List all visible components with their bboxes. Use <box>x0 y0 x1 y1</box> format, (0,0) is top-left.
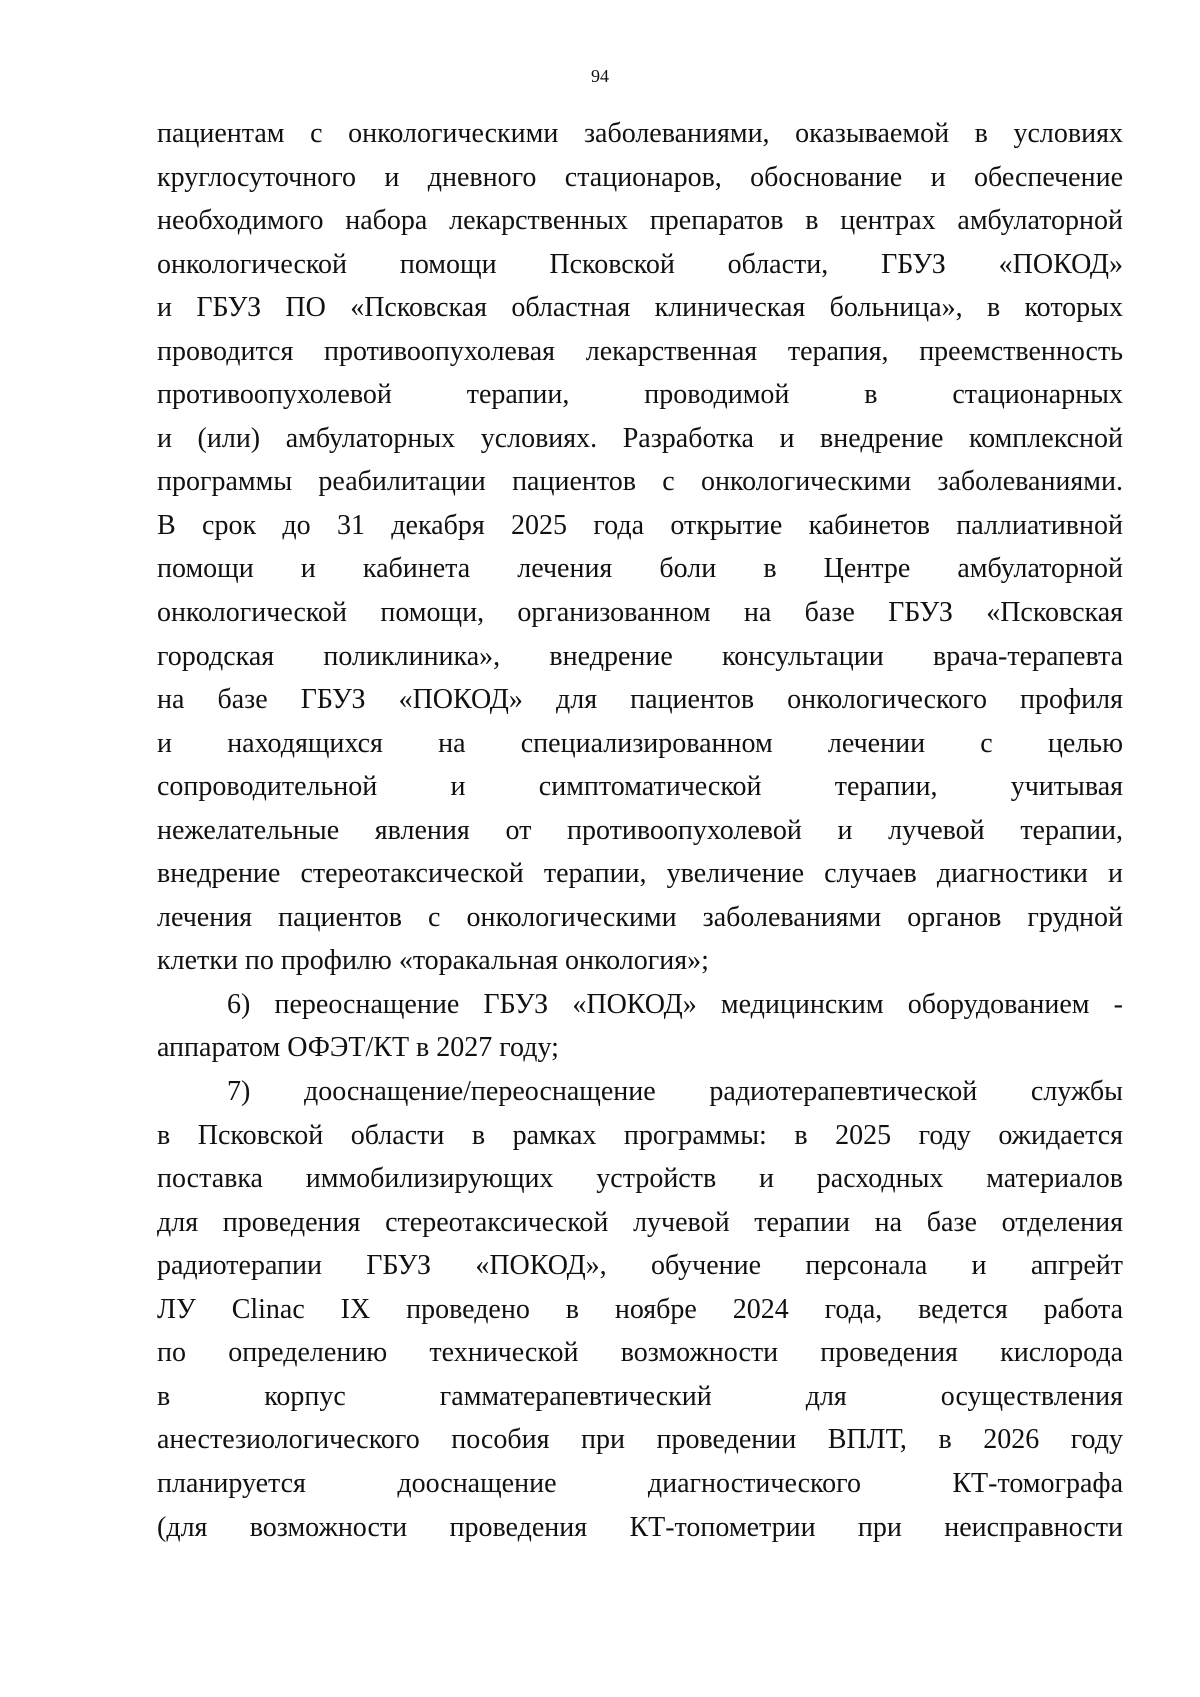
text-line: лечения пациентов с онкологическими заболеваниями органов грудной <box>157 901 1123 933</box>
text-line: онкологической помощи, организованном на базе ГБУЗ «Псковская <box>157 597 1123 629</box>
text-line: программы реабилитации пациентов с онкологическими заболеваниями. <box>157 466 1123 498</box>
text-line: радиотерапии ГБУЗ «ПОКОД», обучение персонала и апгрейт <box>157 1250 1123 1282</box>
text-line: противоопухолевой терапии, проводимой в стационарных <box>157 379 1123 411</box>
text-line: онкологической помощи Псковской области, ГБУЗ «ПОКОД» <box>157 248 1123 280</box>
text-line: анестезиологического пособия при проведении ВПЛТ, в 2026 году <box>157 1424 1123 1456</box>
text-line: сопроводительной и симптоматической терапии, учитывая <box>157 771 1123 803</box>
text-line: планируется дооснащение диагностического КТ-томографа <box>157 1467 1123 1499</box>
text-line: и ГБУЗ ПО «Псковская областная клиническая больница», в которых <box>157 292 1123 324</box>
text-line: 7) дооснащение/переоснащение радиотерапевтической службы <box>227 1076 1123 1108</box>
text-line: ЛУ Clinac IX проведено в ноябре 2024 года, ведется работа <box>157 1293 1123 1325</box>
text-line: в корпус гамматерапевтический для осуществления <box>157 1380 1123 1412</box>
text-line: клетки по профилю «торакальная онкология»; <box>157 945 709 977</box>
page-number: 94 <box>591 66 609 86</box>
text-line: аппаратом ОФЭТ/КТ в 2027 году; <box>157 1032 559 1064</box>
text-line: на базе ГБУЗ «ПОКОД» для пациентов онкологического профиля <box>157 684 1123 716</box>
text-line: 6) переоснащение ГБУЗ «ПОКОД» медицинским оборудованием - <box>227 988 1123 1020</box>
text-line: пациентам с онкологическими заболеваниями, оказываемой в условиях <box>157 118 1123 149</box>
text-line: помощи и кабинета лечения боли в Центре амбулаторной <box>157 553 1123 585</box>
text-line: нежелательные явления от противоопухолевой и лучевой терапии, <box>157 814 1123 846</box>
text-line: для проведения стереотаксической лучевой терапии на базе отделения <box>157 1206 1123 1238</box>
text-line: и находящихся на специализированном лечении с целью <box>157 727 1123 759</box>
text-line: В срок до 31 декабря 2025 года открытие кабинетов паллиативной <box>157 509 1123 541</box>
body-text <box>157 112 1123 1549</box>
text-line: городская поликлиника», внедрение консультации врача-терапевта <box>157 640 1123 672</box>
text-line: по определению технической возможности проведения кислорода <box>157 1337 1123 1369</box>
text-line: и (или) амбулаторных условиях. Разработка и внедрение комплексной <box>157 422 1123 454</box>
text-line: внедрение стереотаксической терапии, увеличение случаев диагностики и <box>157 858 1123 890</box>
text-line: поставка иммобилизирующих устройств и расходных материалов <box>157 1163 1123 1195</box>
text-line: в Псковской области в рамках программы: в 2025 году ожидается <box>157 1119 1123 1151</box>
text-line: (для возможности проведения КТ-топометрии при неисправности <box>157 1511 1123 1543</box>
text-line: проводится противоопухолевая лекарственная терапия, преемственность <box>157 335 1123 367</box>
text-line: необходимого набора лекарственных препаратов в центрах амбулаторной <box>157 205 1123 237</box>
text-line: круглосуточного и дневного стационаров, обоснование и обеспечение <box>157 161 1123 193</box>
